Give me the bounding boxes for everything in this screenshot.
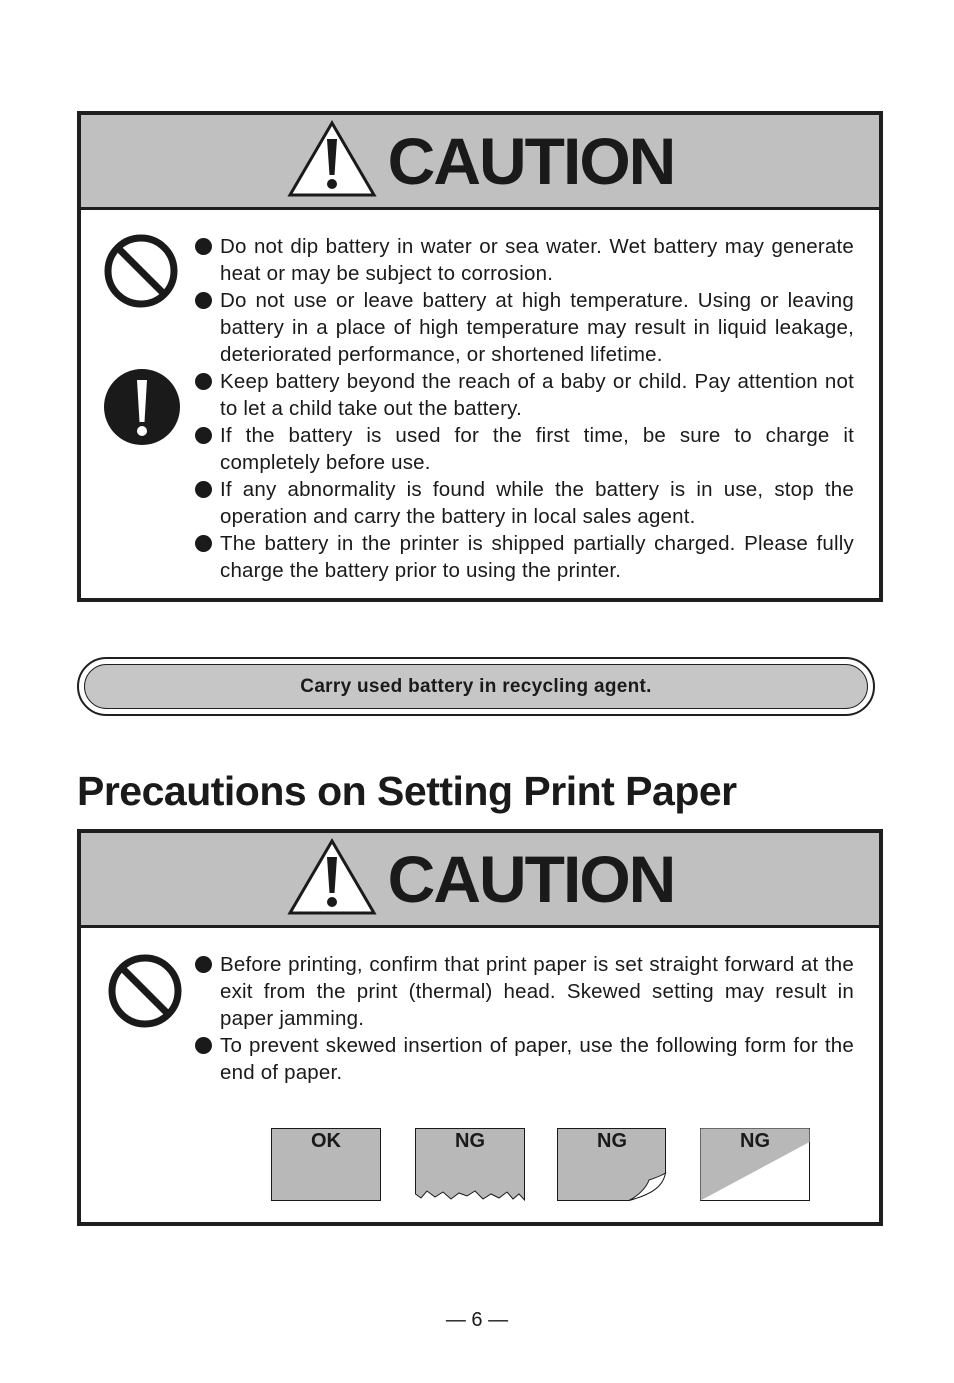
paper-figure-label: NG bbox=[455, 1130, 485, 1152]
paper-figure-label: NG bbox=[597, 1130, 627, 1152]
list-item: If any abnormality is found while the battery is in use, stop the operation and carry the battery in local sales agent. bbox=[194, 476, 854, 530]
battery-caution-list bbox=[194, 233, 854, 584]
list-item: If the battery is used for the first time, be sure to charge it completely before use. bbox=[194, 422, 854, 476]
warning-triangle-icon bbox=[286, 119, 378, 199]
paper-figure-label: NG bbox=[740, 1130, 770, 1152]
recycle-notice bbox=[77, 657, 875, 716]
prohibition-icon bbox=[103, 233, 179, 309]
list-item: The battery in the printer is shipped partially charged. Please fully charge the battery prior to using the printer. bbox=[194, 530, 854, 584]
paper-figure-label: OK bbox=[311, 1130, 341, 1152]
paper-figure-curled bbox=[557, 1128, 667, 1202]
page-number: — 6 — bbox=[445, 1309, 509, 1331]
paper-figure-diagonal bbox=[700, 1128, 810, 1202]
caution-header bbox=[81, 833, 879, 928]
caution-title: CAUTION bbox=[387, 842, 675, 916]
recycle-notice-text: Carry used battery in recycling agent. bbox=[300, 675, 652, 697]
list-item: Do not dip battery in water or sea water. Wet battery may generate heat or may be subject to corrosion. bbox=[194, 233, 854, 287]
list-item: Do not use or leave battery at high temperature. Using or leaving battery in a place of high temperature may result in liquid leakage, deteriorated performance, or shortened lifetime. bbox=[194, 287, 854, 368]
warning-triangle-icon bbox=[286, 837, 378, 917]
list-item: Before printing, confirm that print paper is set straight forward at the exit from the print (thermal) head. Skewed setting may result in paper jamming. bbox=[194, 951, 854, 1032]
list-item: To prevent skewed insertion of paper, use the following form for the end of paper. bbox=[194, 1032, 854, 1086]
caution-title: CAUTION bbox=[387, 124, 675, 198]
exclamation-circle-icon bbox=[103, 368, 181, 446]
caution-header bbox=[81, 115, 879, 210]
section-heading: Precautions on Setting Print Paper bbox=[77, 768, 737, 814]
caution-box-paper bbox=[77, 829, 883, 1226]
prohibition-icon bbox=[107, 953, 183, 1029]
paper-figure-torn bbox=[415, 1128, 525, 1202]
list-item: Keep battery beyond the reach of a baby or child. Pay attention not to let a child take out the battery. bbox=[194, 368, 854, 422]
paper-caution-list bbox=[194, 951, 854, 1086]
caution-box-battery bbox=[77, 111, 883, 602]
paper-figure-ok bbox=[271, 1128, 381, 1202]
